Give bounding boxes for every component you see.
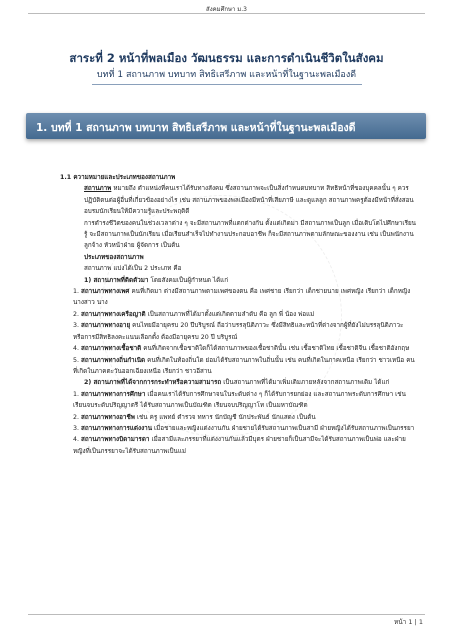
paragraph: สถานภาพ หมายถึง ตำแหน่งที่คนเราได้รับทางสังคม ซึ่งสถานภาพจะเป็นสิ่งกำหนดบทบาท สิทธิหน้าที่ของบุคคลนั้น ๆ ควรปฏิบัติตนต่อผู้อื่นที่เกี่ยวข้องอย่างไร เช่น สถานภาพของพลเมืองมีหน้าที่เสียภาษี และดูแลลูก สถานภาพครูต้องมีหน้าที่สั่งสอนอบรมนักเรียนให้มีความรู้และประพฤติดี: [84, 185, 414, 216]
types-heading: ประเภทของสถานภาพ: [84, 253, 144, 261]
document-body: [60, 172, 416, 457]
term: สถานภาพ: [84, 185, 112, 193]
list-item: 1. สถานภาพทางการศึกษา เมื่อคนเราได้รับการศึกษาจนในระดับต่าง ๆ ก็ได้รับการยกย่อง และสถานภาพระดับการศึกษา เช่น เรียนจบระดับปริญญาตรี ได้รับสถานภาพเป็นบัณฑิต เรียนจบปริญญาโท เป็นมหาบัณฑิต: [73, 390, 406, 410]
type-heading: 1) สถานภาพที่ติดตัวมา โดยสังคมเป็นผู้กำหนด ได้แก่: [84, 276, 229, 284]
header-divider: [28, 13, 425, 14]
list-item: 2. สถานภาพทางอาชีพ เช่น ครู แพทย์ ตำรวจ ทหาร นักบัญชี นักประพันธ์ นักแสดง เป็นต้น: [73, 413, 316, 421]
list-item: 4. สถานภาพทางเชื้อชาติ คนที่เกิดจากเชื้อชาติใดก็ได้สถานภาพของเชื้อชาตินั้น เช่น เชื้อชาติไทย เชื้อชาติจีน เชื้อชาติอังกฤษ: [73, 345, 410, 353]
section-heading: 1.1 ความหมายและประเภทของสถานภาพ: [60, 174, 176, 181]
list-item: 3. สถานภาพทางการแต่งงาน เมื่อชายและหญิงแต่งงานกัน ฝ่ายชายได้รับสถานภาพเป็นสามี ฝ่ายหญิงได้รับสถานภาพเป็นภรรยา: [73, 424, 415, 432]
title-divider: [92, 84, 362, 85]
running-header: สังคมศึกษา ม.3: [206, 6, 247, 13]
list-item: 1. สถานภาพทางเพศ คนที่เกิดมา ต่างมีสถานภาพตามเพศของตน คือ เพศชาย เรียกว่า เด็กชายนาย เพศหญิง เรียกว่า เด็กหญิง นางสาว นาง: [73, 288, 411, 307]
chapter-banner: [26, 113, 426, 139]
document-subtitle: บทที่ 1 สถานภาพ บทบาท สิทธิเสรีภาพ และหน้าที่ในฐานะพลเมืองดี: [96, 70, 357, 80]
page-number: หน้า 1 | 1: [393, 618, 423, 626]
footer-divider: [28, 614, 425, 615]
types-intro: สถานภาพ แบ่งได้เป็น 2 ประเภท คือ: [84, 265, 182, 273]
list-item: 5. สถานภาพทางถิ่นกำเนิด คนที่เกิดในท้องถิ่นใด ย่อมได้รับสถานภาพในถิ่นนั้น เช่น คนที่เกิดในภาคเหนือ เรียกว่า ชาวเหนือ คนที่เกิดในภาคตะวันออกเฉียงเหนือ เรียกว่า ชาวอีสาน: [73, 356, 415, 375]
paragraph: การดำรงชีวิตของคนในช่วงเวลาต่าง ๆ จะมีสถานภาพที่แตกต่างกัน ตั้งแต่เกิดมา มีสถานภาพเป็นลูก เมื่อเติบโตไปศึกษาเรียนรู้ จะมีสถานภาพเป็นนักเรียน เมื่อเรียนสำเร็จไปทำงานประกอบอาชีพ ก็จะมีสถานภาพตามลักษณะของงาน เช่น เป็นพนักงาน ลูกจ้าง หัวหน้าฝ่าย ผู้จัดการ เป็นต้น: [84, 219, 416, 250]
list-item: 3. สถานภาพทางอายุ คนไทยมีอายุครบ 20 ปีบริบูรณ์ ถือว่าบรรลุนิติภาวะ ซึ่งมีสิทธิและหน้าที่ต่างจากผู้ที่ยังไม่บรรลุนิติภาวะ หรือการมีสิทธิลงคะแนนเลือกตั้ง ต้องมีอายุครบ 20 ปี บริบูรณ์: [73, 322, 404, 341]
list-item: 2. สถานภาพทางเครือญาติ เป็นสถานภาพที่ได้มาตั้งแต่เกิดตามลำดับ คือ ลูก พี่ น้อง พ่อแม่: [73, 310, 315, 318]
type-heading: 2) สถานภาพที่ได้จากการกระทำหรือความสามารถ เป็นสถานภาพที่ได้มาเพิ่มเติมภายหลังจากสถานภาพเดิม ได้แก่: [84, 379, 390, 387]
document-title: สาระที่ 2 หน้าที่พลเมือง วัฒนธรรม และการดำเนินชีวิตในสังคม: [69, 51, 384, 65]
chapter-banner-text: 1. บทที่ 1 สถานภาพ บทบาท สิทธิเสรีภาพ และหน้าที่ในฐานะพลเมืองดี: [36, 122, 356, 134]
list-item: 4. สถานภาพทางบิดามารดา เมื่อสามีและภรรยาที่แต่งงานกันแล้วมีบุตร ฝ่ายชายก็เป็นสามีจะได้รับสถานภาพเป็นพ่อ และฝ่ายหญิงที่เป็นภรรยาจะได้รับสถานภาพเป็นแม่: [73, 436, 406, 455]
